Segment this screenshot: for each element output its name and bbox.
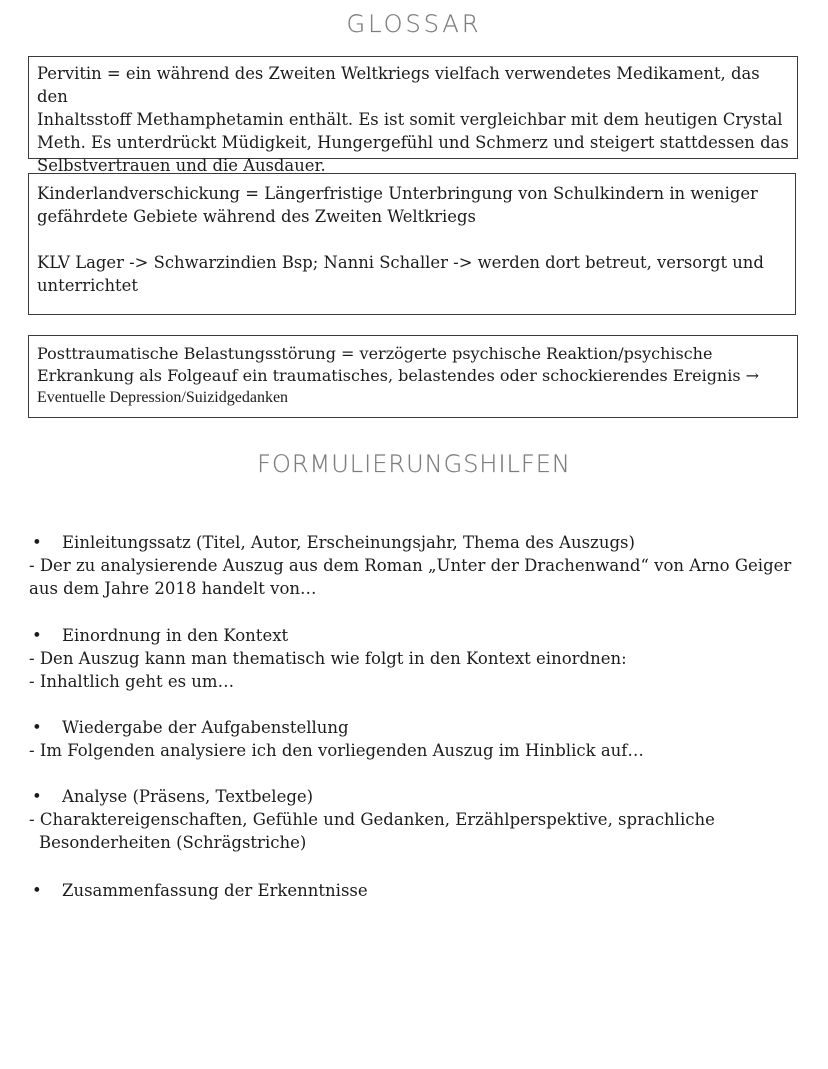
text-line: Inhaltsstoff Methamphetamin enthält. Es ist somit vergleichbar mit dem heutigen Crystal [37,110,783,129]
text-line: aus dem Jahre 2018 handelt von… [29,579,317,598]
glossary-entry-ptbs [28,335,798,418]
text-line: Besonderheiten (Schrägstriche) [39,833,307,852]
spacer [37,228,787,251]
section-heading-text: Analyse (Präsens, Textbelege) [62,787,314,806]
bullet-icon: • [32,533,42,552]
text-line: Selbstvertrauen und die Ausdauer. [37,156,326,175]
text-line: - Charaktereigenschaften, Gefühle und Gedanken, Erzählperspektive, sprachliche [29,810,715,829]
section-wiedergabe [29,716,812,762]
text-line: Erkrankung als Folgeauf ein traumatisches, belastendes oder schockierendes Ereignis → [37,366,760,385]
section-heading [32,531,812,554]
section-heading [32,785,812,808]
text-line: KLV Lager -> Schwarzindien Bsp; Nanni Schaller -> werden dort betreut, versorgt und [37,253,764,272]
text-line: - Der zu analysierende Auszug aus dem Roman „Unter der Drachenwand“ von Arno Geiger [29,556,792,575]
text-line: Posttraumatische Belastungsstörung = verzögerte psychische Reaktion/psychische [37,344,713,363]
glossar-title: GLOSSAR [346,10,482,38]
formulierungshilfen-title: FORMULIERUNGSHILFEN [257,450,571,478]
bullet-icon: • [32,787,42,806]
text-line: - Im Folgenden analysiere ich den vorliegenden Auszug im Hinblick auf… [29,741,644,760]
bullet-icon: • [32,881,42,900]
section-heading-text: Einordnung in den Kontext [62,626,289,645]
text-line: gefährdete Gebiete während des Zweiten Weltkriegs [37,207,476,226]
section-einordnung [29,624,812,693]
text-line: Kinderlandverschickung = Längerfristige Unterbringung von Schulkindern in weniger [37,184,758,203]
section-heading-text: Zusammenfassung der Erkenntnisse [62,881,368,900]
text-line: Meth. Es unterdrückt Müdigkeit, Hungergefühl und Schmerz und steigert stattdessen das [37,133,789,152]
section-heading-text: Wiedergabe der Aufgabenstellung [62,718,349,737]
text-line: Pervitin = ein während des Zweiten Weltkriegs vielfach verwendetes Medikament, das den [37,64,760,106]
glossary-entry-kinderlandverschickung [28,173,796,315]
section-einleitungssatz [29,531,812,600]
section-analyse [29,785,812,854]
section-heading [32,716,812,739]
section-heading [32,624,812,647]
text-line: - Den Auszug kann man thematisch wie folgt in den Kontext einordnen: [29,649,627,668]
text-line: Eventuelle Depression/Suizidgedanken [37,389,289,406]
bullet-icon: • [32,718,42,737]
bullet-icon: • [32,626,42,645]
section-zusammenfassung [32,879,812,902]
text-line: - Inhaltlich geht es um… [29,672,235,691]
text-line: unterrichtet [37,276,138,295]
section-heading [32,879,812,902]
glossary-entry-pervitin [28,56,798,175]
section-heading-text: Einleitungssatz (Titel, Autor, Erscheinungsjahr, Thema des Auszugs) [62,533,635,552]
